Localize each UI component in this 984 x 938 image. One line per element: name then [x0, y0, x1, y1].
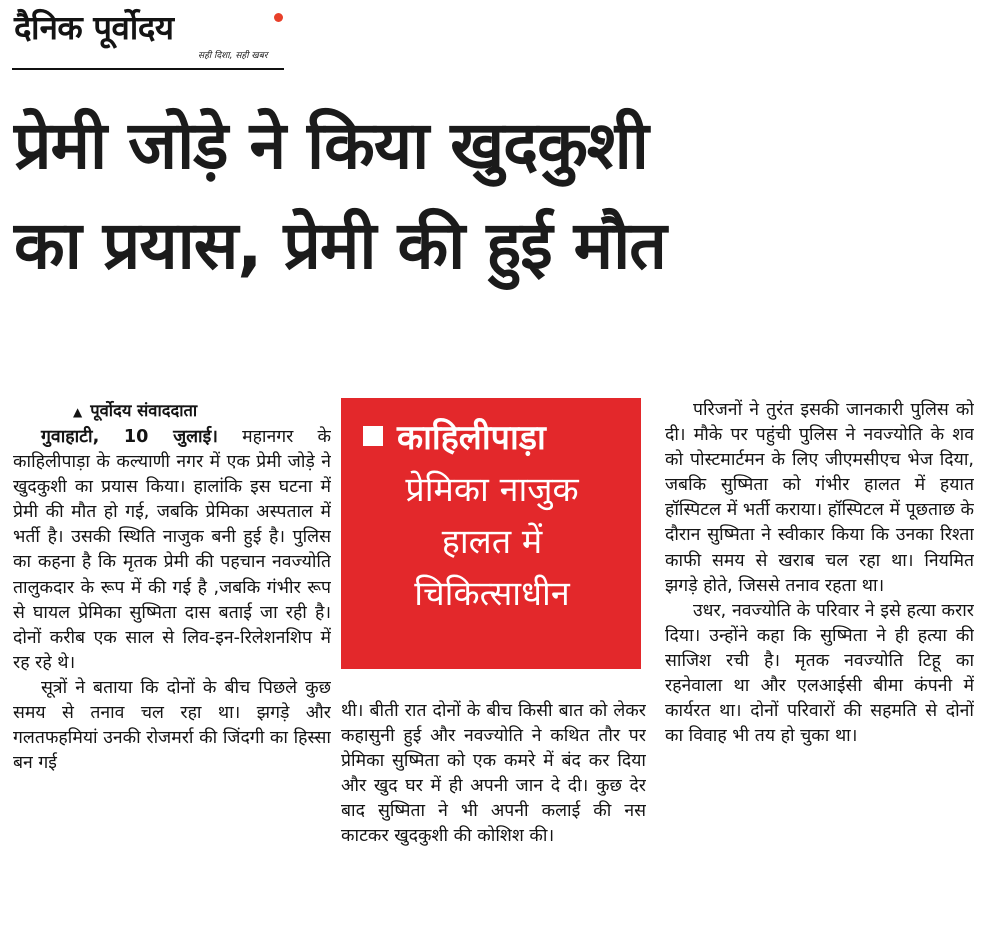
- dateline: गुवाहाटी, 10 जुलाई।: [41, 427, 218, 447]
- masthead: [12, 6, 284, 72]
- logo-dot-icon: [274, 13, 283, 22]
- article-paragraph: थी। बीती रात दोनों के बीच किसी बात को लेकर कहासुनी हुई और नवज्योति ने कथित तौर पर प्रेमिका सुष्मिता को एक कमरे में बंद कर दिया और खुद घर में ही अपनी जान दे दी। कुछ देर बाद सुष्मिता ने भी अपनी कलाई की नस काटकर खुदकुशी की कोशिश की।: [341, 701, 646, 847]
- highlight-line-3: चिकित्साधीन: [414, 574, 570, 614]
- byline-text: पूर्वोदय संवाददाता: [90, 401, 198, 420]
- article-paragraph: उधर, नवज्योति के परिवार ने इसे हत्या करार दिया। उन्होंने कहा कि सुष्मिता ने ही हत्या की साजिश रची है। मृतक नवज्योति टिहू का रहनेवाला था और एलआईसी बीमा कंपनी में कार्यरत था। दोनों परिवारों की सहमति से दोनों का विवाह भी तय हो चुका था।: [665, 600, 974, 747]
- masthead-rule: [12, 68, 284, 70]
- headline-line-1: प्रेमी जोड़े ने किया खुदकुशी: [14, 107, 648, 184]
- article-column-3: [665, 398, 974, 938]
- highlight-line-1: प्रेमिका नाजुक: [405, 470, 579, 510]
- article-paragraph: परिजनों ने तुरंत इसकी जानकारी पुलिस को दी। मौके पर पहुंची पुलिस ने नवज्योति के शव को पोस्टमार्टमन के लिए जीएमसीएच भेज दिया, जबकि सुष्मिता को गंभीर हालत में हयात हॉस्पिटल में भर्ती कराया। हॉस्पिटल में पूछताछ के दौरान सुष्मिता ने स्वीकार किया कि उनका रिश्ता काफी समय से खराब चल रहा था। नियमित झगड़े होते, जिससे तनाव रहता था।: [665, 400, 974, 596]
- byline: [13, 398, 331, 425]
- highlight-subtext: [363, 464, 621, 620]
- highlight-kicker: [363, 416, 621, 460]
- article-column-1: [13, 398, 331, 938]
- paragraph-text: महानगर के काहिलीपाड़ा के कल्याणी नगर में एक प्रेमी जोड़े ने खुदकुशी का प्रयास किया। हालांकि इस घटना में प्रेमी की मौत हो गई, जबकि प्रेमिका अस्पताल में भर्ती है। उसकी स्थिति नाजुक बनी हुई है। पुलिस का कहना है कि मृतक प्रेमी की पहचान नवज्योति तालुकदार के रूप में की गई है ,जबकि गंभीर रूप से घायल प्रेमिका सुष्मिता दास बताई जा रही है। दोनों करीब एक साल से लिव-इन-रिलेशनशिप में रह रहे थे।: [13, 427, 331, 673]
- article-paragraph: [13, 425, 331, 676]
- article-paragraph: सूत्रों ने बताया कि दोनों के बीच पिछले कुछ समय से तनाव चल रहा था। झगड़े और गलतफहमियां उनकी रोजमर्रा की जिंदगी का हिस्सा बन गई: [13, 677, 331, 774]
- masthead-tagline: सही दिशा, सही खबर: [198, 51, 268, 61]
- headline-line-2: का प्रयास, प्रेमी की हुई मौत: [14, 207, 666, 284]
- headline: [14, 96, 974, 296]
- square-bullet-icon: [363, 426, 383, 446]
- highlight-kicker-text: काहिलीपाड़ा: [397, 418, 546, 458]
- article-column-2: [341, 699, 646, 938]
- newspaper-logo: दैनिक पूर्वोदय: [14, 8, 174, 47]
- highlight-line-2: हालत में: [441, 522, 543, 562]
- highlight-box: [341, 398, 641, 669]
- triangle-up-icon: ▲: [73, 405, 83, 419]
